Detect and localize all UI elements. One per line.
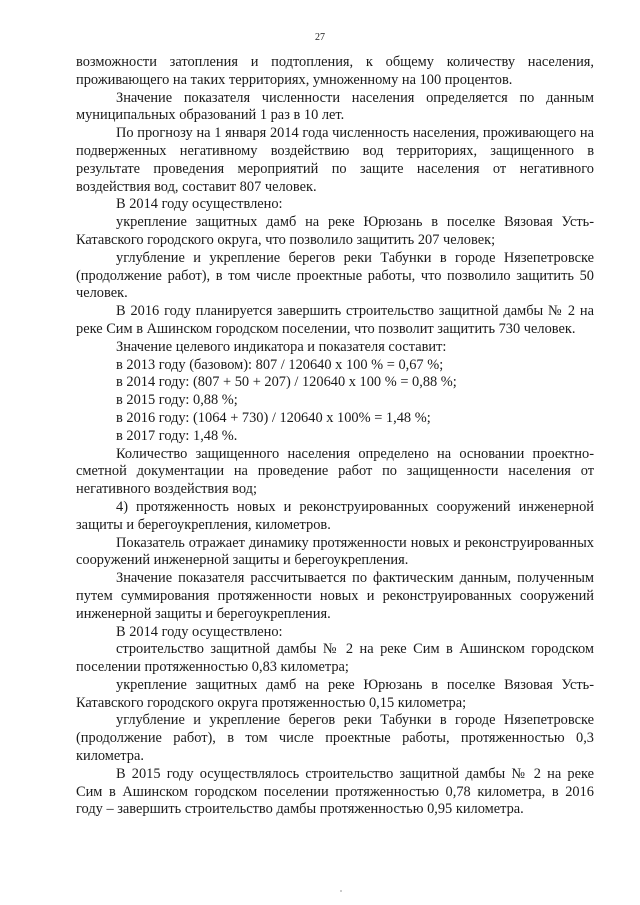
calc-line-2017: в 2017 году: 1,48 %. — [116, 427, 238, 444]
calc-line-2015: в 2015 году: 0,88 %; — [116, 392, 238, 409]
paragraph-indicator-4-calculation: Значение показателя рассчитывается по фактическим данным, полученным путем суммирования протяженности новых и реконструированных сооружений инженерной защиты и берегоукрепления. — [76, 570, 594, 622]
paragraph-tabunka-banks: углубление и укрепление берегов реки Табунки в городе Нязепетровске (продолжение работ), в том числе проектные работы, что позволило защитить 50 человек. — [76, 249, 594, 302]
paragraph-yuryuzan-dams: укрепление защитных дамб на реке Юрюзань в поселке Вязовая Усть-Катавского городского округа, что позволило защитить 207 человек; — [76, 214, 594, 248]
calc-line-2014: в 2014 году: (807 + 50 + 207) / 120640 x 100 % = 0,88 %; — [116, 374, 457, 391]
paragraph-sim-dam-2015-2016: В 2015 году осуществлялось строительство защитной дамбы № 2 на реке Сим в Ашинском городском поселении протяженностью 0,78 километра, в 2016 году – завершить строительство дамбы протяженностью 0,95 километра. — [76, 765, 594, 818]
paragraph-population-frequency: Значение показателя численности населения определяется по данным муниципальных образований 1 раз в 10 лет. — [76, 89, 594, 124]
calc-line-2013: в 2013 году (базовом): 807 / 120640 x 100 % = 0,67 %; — [116, 356, 444, 373]
paragraph-indicator-heading: Значение целевого индикатора и показателя составит: — [116, 338, 447, 355]
paragraph-protected-population-basis: Количество защищенного населения определено на основании проектно-сметной документации на проведение работ по защищенности населения от негативного воздействия вод; — [76, 445, 594, 498]
paragraph-sim-dam-built: строительство защитной дамбы № 2 на реке Сим в Ашинском городском поселении протяженностью 0,83 километра; — [76, 641, 594, 676]
paragraph-forecast-2014: По прогнозу на 1 января 2014 года численность населения, проживающего на подверженных негативному воздействию вод территориях, защищенного в результате проведения мероприятий по защите населения от негативного воздействия вод, составит 807 человек. — [76, 125, 594, 195]
paragraph-sim-dam-plan: В 2016 году планируется завершить строительство защитной дамбы № 2 на реке Сим в Ашинском городском поселении, что позволит защитить 730 человек. — [76, 303, 594, 337]
paragraph-continuation: возможности затопления и подтопления, к общему количеству населения, проживающего на таких территориях, умноженному на 100 процентов. — [76, 54, 594, 88]
page-number: 27 — [315, 32, 325, 43]
paragraph-tabunka-banks-length: углубление и укрепление берегов реки Табунки в городе Нязепетровске (продолжение работ), в том числе проектные работы, протяженностью 0,3 километра. — [76, 712, 594, 765]
paragraph-indicator-4: 4) протяженность новых и реконструированных сооружений инженерной защиты и берегоукрепления, километров. — [76, 498, 594, 533]
scan-dot — [340, 890, 342, 892]
document-body — [76, 54, 594, 819]
paragraph-2014-done-heading: В 2014 году осуществлено: — [116, 196, 283, 213]
paragraph-indicator-4-reflects: Показатель отражает динамику протяженности новых и реконструированных сооружений инженерной защиты и берегоукрепления. — [76, 534, 594, 569]
paragraph-2014-done-heading-2: В 2014 году осуществлено: — [116, 623, 283, 640]
calc-line-2016: в 2016 году: (1064 + 730) / 120640 x 100% = 1,48 %; — [116, 409, 431, 426]
paragraph-yuryuzan-dams-length: укрепление защитных дамб на реке Юрюзань в поселке Вязовая Усть-Катавского городского округа протяженностью 0,15 километра; — [76, 676, 594, 711]
